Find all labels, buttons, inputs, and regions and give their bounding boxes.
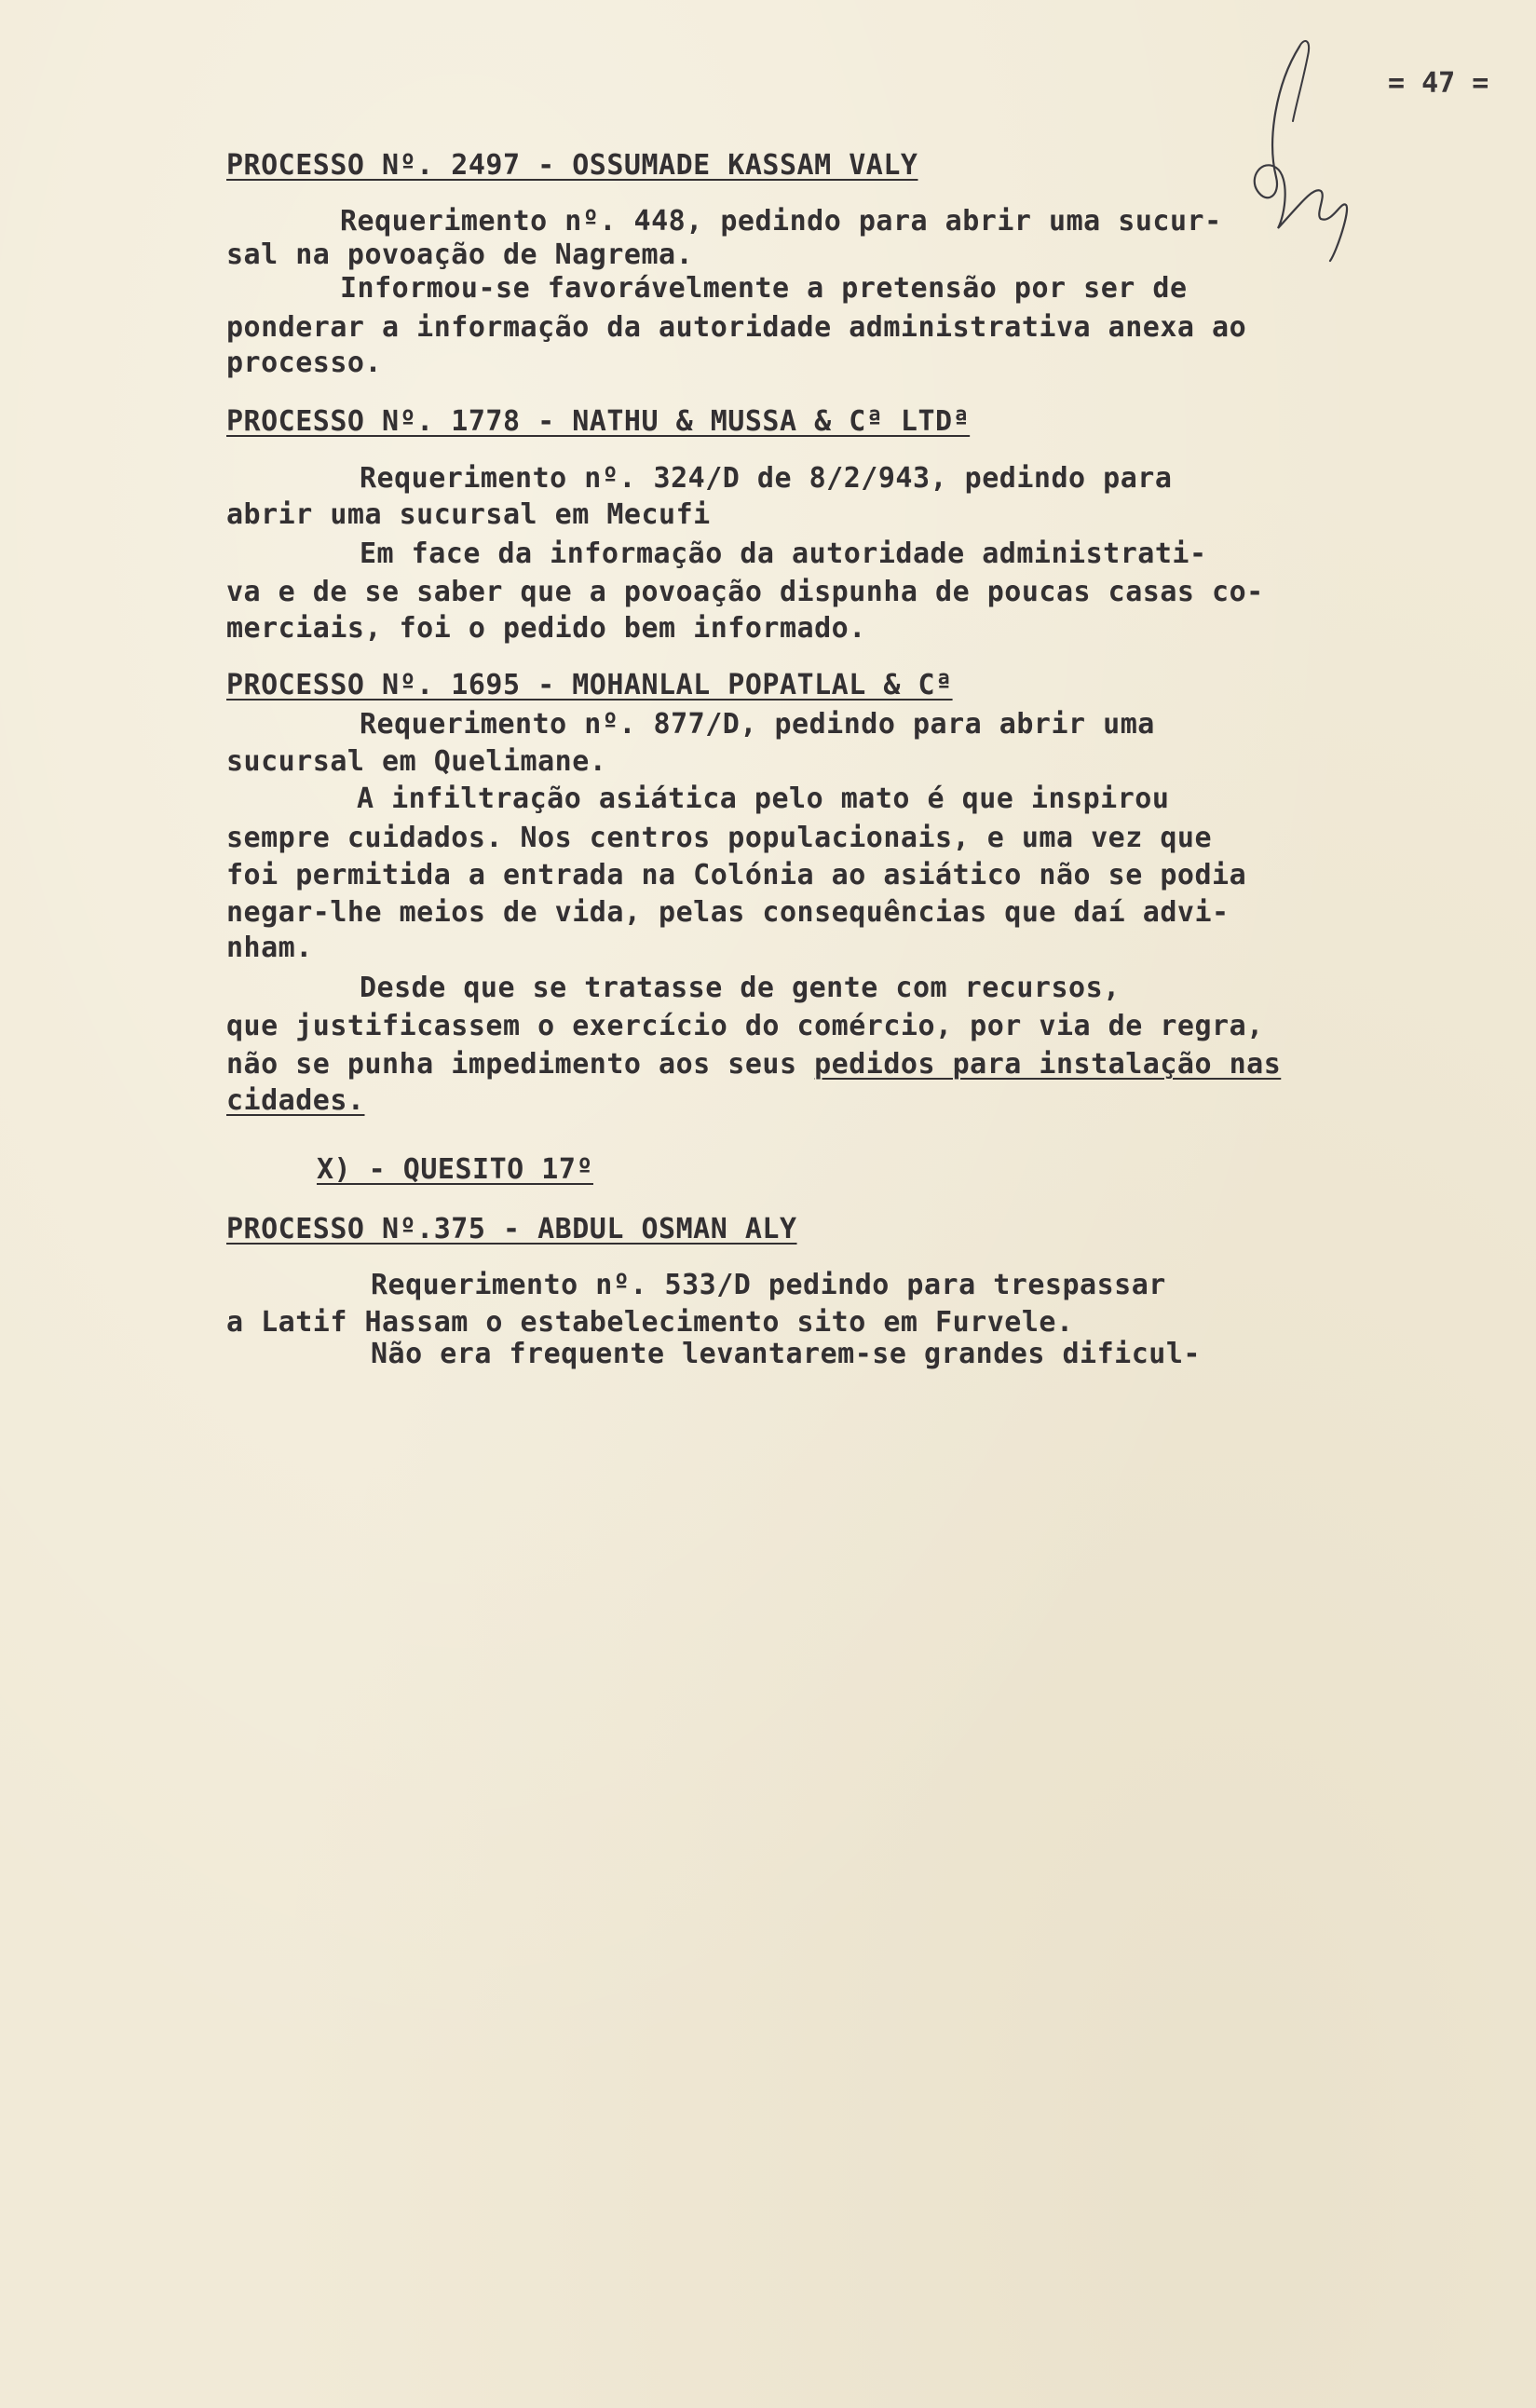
- process-1695-line-3: A infiltração asiática pelo mato é que inspirou: [357, 782, 1170, 815]
- process-1778-line-5: merciais, foi o pedido bem informado.: [226, 612, 866, 645]
- process-heading-1695: PROCESSO Nº. 1695 - MOHANLAL POPATLAL & Cª: [226, 669, 953, 701]
- process-heading-375: PROCESSO Nº.375 - ABDUL OSMAN ALY: [226, 1213, 797, 1245]
- process-1778-line-1: Requerimento nº. 324/D de 8/2/943, pedindo para: [360, 462, 1173, 495]
- process-375-line-1: Requerimento nº. 533/D pedindo para trespassar: [371, 1269, 1166, 1301]
- quesito-heading: X) - QUESITO 17º: [317, 1153, 593, 1186]
- process-1695-line-7: nham.: [226, 932, 313, 964]
- process-2497-line-1: Requerimento nº. 448, pedindo para abrir uma sucur-: [340, 205, 1222, 238]
- process-1695-line-10: [226, 1048, 1281, 1081]
- process-1778-line-2: abrir uma sucursal em Mecufi: [226, 498, 711, 531]
- process-2497-line-4: ponderar a informação da autoridade administrativa anexa ao: [226, 311, 1247, 344]
- process-1695-line-8: Desde que se tratasse de gente com recursos,: [360, 972, 1121, 1004]
- process-375-line-3: Não era frequente levantarem-se grandes dificul-: [371, 1338, 1201, 1370]
- process-2497-line-5: processo.: [226, 347, 383, 379]
- process-heading-1778: PROCESSO Nº. 1778 - NATHU & MUSSA & Cª LTDª: [226, 405, 971, 438]
- process-375-line-2: a Latif Hassam o estabelecimento sito em Furvele.: [226, 1306, 1074, 1339]
- process-1695-line-9: que justificassem o exercício do comércio, por via de regra,: [226, 1010, 1264, 1042]
- page-number: = 47 =: [1388, 67, 1489, 100]
- process-1778-line-3: Em face da informação da autoridade administrati-: [360, 537, 1207, 570]
- process-1778-line-4: va e de se saber que a povoação dispunha de poucas casas co-: [226, 576, 1264, 608]
- process-1695-line-4: sempre cuidados. Nos centros populacionais, e uma vez que: [226, 822, 1213, 854]
- process-1695-line-1: Requerimento nº. 877/D, pedindo para abrir uma: [360, 708, 1155, 741]
- process-1695-underlined-phrase: pedidos para instalação nas: [814, 1048, 1282, 1081]
- handwritten-signature: [1211, 28, 1397, 279]
- process-2497-line-2: sal na povoação de Nagrema.: [226, 238, 694, 271]
- process-1695-line-5: foi permitida a entrada na Colónia ao asiático não se podia: [226, 859, 1247, 891]
- process-1695-line-6: negar-lhe meios de vida, pelas consequências que daí advi-: [226, 896, 1230, 929]
- process-1695-line-10-text: não se punha impedimento aos seus: [226, 1048, 815, 1081]
- process-2497-line-3: Informou-se favorávelmente a pretensão por ser de: [340, 272, 1188, 305]
- process-heading-2497: PROCESSO Nº. 2497 - OSSUMADE KASSAM VALY: [226, 149, 918, 182]
- process-1695-line-11: cidades.: [226, 1084, 365, 1117]
- process-1695-line-2: sucursal em Quelimane.: [226, 745, 607, 778]
